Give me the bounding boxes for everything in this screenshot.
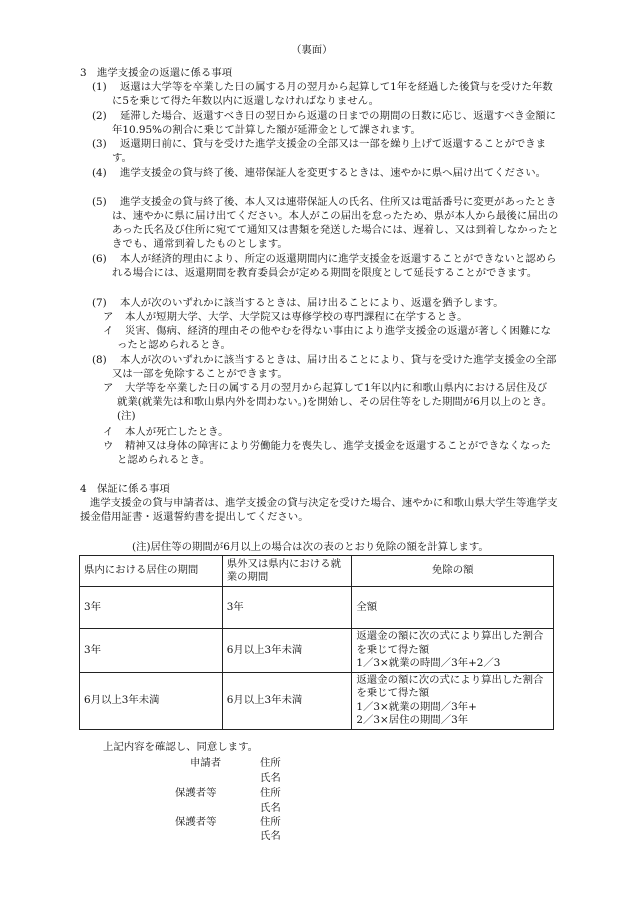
row-3-formula-line-2: 2／3×居住の期間／3年 bbox=[356, 714, 469, 727]
row-2-formula: 1／3×就業の時間／3年+2／3 bbox=[356, 657, 501, 670]
item-5-text: 進学支援金の貸与終了後、本人又は連帯保証人の氏名、住所又は電話番号に変更があったときは、速やかに県に届け出てください。本人がこの届出を怠ったため、県が本人から最後に届出のあった氏名及び住所に宛てて通知又は書類を発送した場合には、遅着し、又は到着しなかったときでも、通常到着したものとします。 bbox=[112, 196, 559, 250]
signer-2-address-label: 住所 bbox=[260, 787, 281, 799]
signer-1-address-label: 住所 bbox=[260, 757, 281, 769]
consent-text: 上記内容を確認し、同意します。 bbox=[103, 741, 259, 753]
item-4-text: 進学支援金の貸与終了後、連帯保証人を変更するときは、速やかに県へ届け出てください。 bbox=[120, 167, 547, 179]
item-7-number: (7) bbox=[92, 297, 107, 309]
table-header-row bbox=[80, 556, 554, 587]
exemption-table bbox=[79, 555, 554, 730]
page-label: （裏面） bbox=[291, 44, 333, 56]
row-2-amount: 返還金の額に次の式により算出した割合を乗じて得た額 bbox=[356, 630, 544, 656]
row-3-employment: 6月以上3年未満 bbox=[222, 673, 352, 730]
item-7-sub-i-text: 災害、傷病、経済的理由その他やむを得ない事由により進学支援金の返還が著しく困難になったと認められるとき。 bbox=[117, 325, 552, 351]
table-caption: (注)居住等の期間が6月以上の場合は次の表のとおり免除の額を計算します。 bbox=[132, 541, 489, 553]
signer-3-role: 保護者等 bbox=[175, 816, 217, 828]
section4-body: 進学支援金の貸与申請者は、進学支援金の貸与決定を受けた場合、速やかに和歌山県大学生等進学支援金借用証書・返還誓約書を提出してください。 bbox=[80, 497, 558, 523]
item-3-number: (3) bbox=[92, 138, 107, 150]
signer-3-address-label: 住所 bbox=[260, 816, 281, 828]
item-7-sub-a-text: 本人が短期大学、大学、大学院又は専修学校の専門課程に在学するとき。 bbox=[125, 311, 468, 323]
item-7-text: 本人が次のいずれかに該当するときは、届け出ることにより、返還を猶予します。 bbox=[120, 297, 504, 309]
signer-3-name-label: 氏名 bbox=[260, 830, 281, 842]
section3-heading: 3 進学支援金の返還に係る事項 bbox=[80, 67, 233, 79]
item-6-number: (6) bbox=[92, 253, 107, 265]
item-1-text: 返還は大学等を卒業した日の属する月の翌月から起算して1年を経過した後貸与を受けた年数に5を乗じて得た年数以内に返還しなければなりません。 bbox=[112, 81, 553, 107]
item-8-number: (8) bbox=[92, 354, 107, 366]
table-row bbox=[80, 673, 554, 730]
signer-2-name-label: 氏名 bbox=[260, 802, 281, 814]
signer-1-name-label: 氏名 bbox=[260, 772, 281, 784]
row-1-amount: 全額 bbox=[352, 587, 554, 629]
row-1-residence: 3年 bbox=[80, 587, 223, 629]
item-8-sub-a-label: ア bbox=[103, 382, 114, 394]
row-3-amount: 返還金の額に次の式により算出した割合を乗じて得た額 bbox=[356, 674, 544, 700]
header-employment-period: 県外又は県内における就業の期間 bbox=[222, 556, 352, 587]
item-8-text: 本人が次のいずれかに該当するときは、届け出ることにより、貸与を受けた進学支援金の全部又は一部を免除することができます。 bbox=[112, 354, 557, 380]
row-3-residence: 6月以上3年未満 bbox=[80, 673, 223, 730]
item-3-text: 返還期日前に、貸与を受けた進学支援金の全部又は一部を繰り上げて返還することができます。 bbox=[112, 138, 547, 164]
item-2-text: 延滞した場合、返還すべき日の翌日から返還の日までの期間の日数に応じ、返還すべき金額に年10.95%の割合に乗じて計算した額が延滞金として課されます。 bbox=[112, 110, 556, 136]
item-8-sub-i-label: イ bbox=[103, 426, 114, 438]
signer-2-role: 保護者等 bbox=[175, 787, 217, 799]
table-row bbox=[80, 629, 554, 673]
item-7-sub-a-label: ア bbox=[103, 311, 114, 323]
header-residence-period: 県内における居住の期間 bbox=[80, 556, 223, 587]
row-2-residence: 3年 bbox=[80, 629, 223, 673]
table-row bbox=[80, 587, 554, 629]
item-4-number: (4) bbox=[92, 167, 107, 179]
row-3-formula-line-1: 1／3×就業の期間／3年+ bbox=[356, 700, 477, 713]
item-8-sub-i-text: 本人が死亡したとき。 bbox=[125, 426, 229, 438]
item-8-sub-u-label: ウ bbox=[103, 440, 114, 452]
item-7-sub-i-label: イ bbox=[103, 325, 114, 337]
item-8-sub-u-text: 精神又は身体の障害により労働能力を喪失し、進学支援金を返還することができなくなったと認められるとき。 bbox=[117, 440, 552, 466]
row-2-amount-cell bbox=[352, 629, 554, 673]
item-6-text: 本人が経済的理由により、所定の返還期間内に進学支援金を返還することができないと認められる場合には、返還期間を教育委員会が定める期間を限度として延長することができます。 bbox=[112, 253, 557, 279]
header-exemption-amount: 免除の額 bbox=[352, 556, 554, 587]
item-1-number: (1) bbox=[92, 81, 107, 93]
signer-1-role: 申請者 bbox=[190, 757, 222, 769]
item-8-sub-a-text: 大学等を卒業した日の属する月の翌月から起算して1年以内に和歌山県内における居住及び就業(就業先は和歌山県内外を問わない。)を開始し、その居住等をした期間が6月以上のとき。(注) bbox=[117, 382, 553, 422]
item-5-number: (5) bbox=[92, 196, 107, 208]
section4-heading: 4 保証に係る事項 bbox=[80, 483, 170, 495]
row-3-amount-cell bbox=[352, 673, 554, 730]
row-1-employment: 3年 bbox=[222, 587, 352, 629]
row-2-employment: 6月以上3年未満 bbox=[222, 629, 352, 673]
item-2-number: (2) bbox=[92, 110, 107, 122]
